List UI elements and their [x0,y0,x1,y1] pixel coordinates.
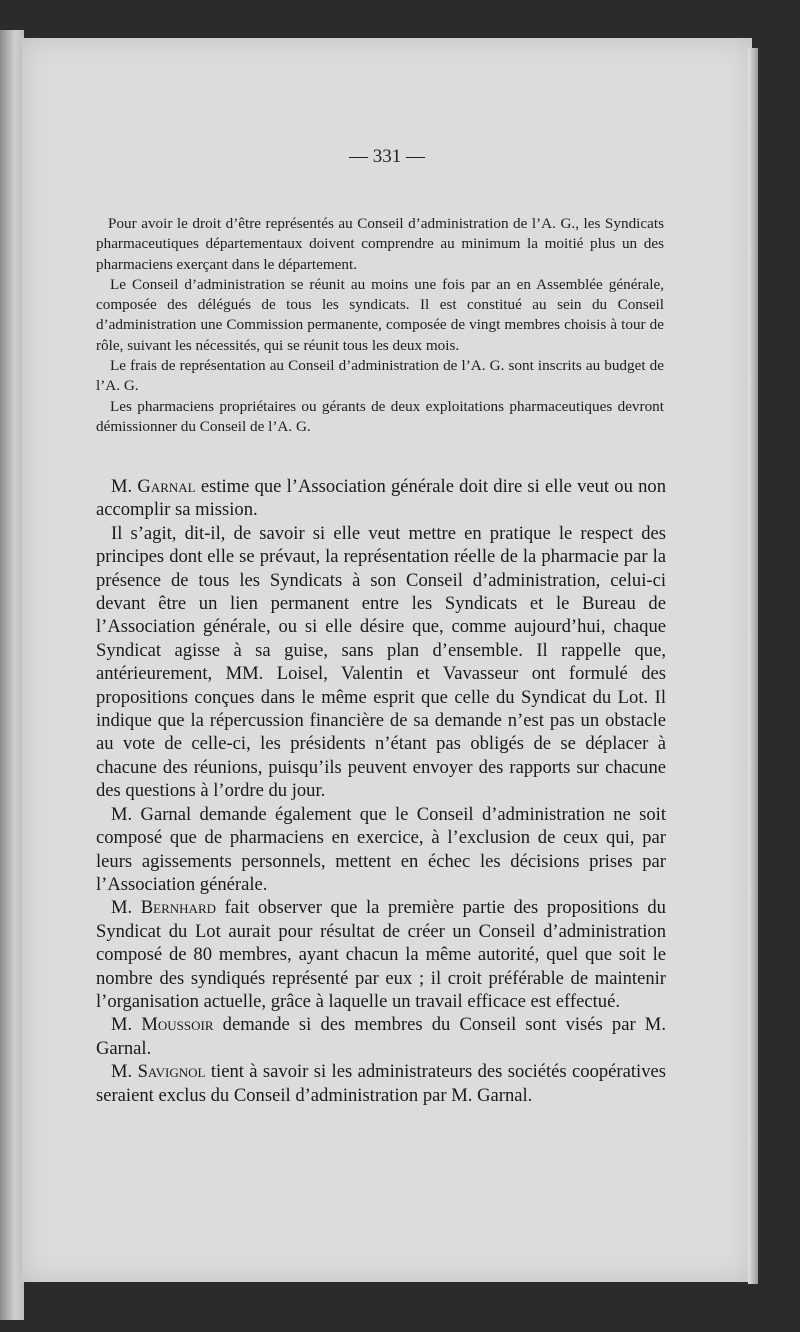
speaker-prefix: M. [111,1061,138,1083]
discussion-paragraph [96,475,666,522]
speaker-name: Moussoir [141,1014,214,1036]
paragraph-text: estime que l’Association générale doit dire si elle veut ou non accomplir sa mission. [96,476,666,521]
speaker-prefix: M. [111,476,138,497]
speaker-prefix: M. [111,897,141,919]
discussion-paragraph [96,803,666,897]
discussion-text-block [96,475,666,1107]
page-number: — 331 — [349,146,425,167]
page-edge-shadow [748,48,758,1284]
document-page [22,38,752,1282]
statute-paragraph: Le Conseil d’administration se réunit au moins une fois par an en Assemblée générale, composée des délégués de tous les syndicats. Il est constitué au sein du Conseil d’administration une Commission permanente, composée de vingt membres choisis à tour de rôle, suivant les nécessités, qui se réunit tous les deux mois. [96,275,664,354]
paragraph-text: demande si des membres du Conseil sont visés par M. Garnal. [96,1014,666,1059]
speaker-name: Garnal [137,476,196,497]
statute-text-block [96,214,664,437]
discussion-paragraph [96,1060,666,1107]
discussion-paragraph [96,896,666,1013]
paragraph-text: fait observer que la première partie des propositions du Syndicat du Lot aurait pour résultat de créer un Conseil d’administration composé de 80 membres, ayant chacun la même autorité, quel que soit le nombre des syndiqués représenté par eux ; il croit préférable de maintenir l’organisation actuelle, grâce à laquelle un travail efficace est effectué. [96,897,666,1012]
paragraph-text: M. Garnal demande également que le Conseil d’administration ne soit composé que de pharmaciens en exercice, à l’exclusion de ceux qui, par leurs agissements personnels, mettent en échec les décisions prises par l’Association générale. [96,803,666,895]
discussion-paragraph [96,522,666,803]
paragraph-text: tient à savoir si les administrateurs des sociétés coopératives seraient exclus du Conseil d’administration par M. Garnal. [96,1061,666,1106]
statute-paragraph: Les pharmaciens propriétaires ou gérants de deux exploitations pharmaceutiques devront démissionner du Conseil de l’A. G. [96,397,664,435]
discussion-paragraph [96,1013,666,1060]
speaker-name: Bernhard [140,897,217,919]
speaker-prefix: M. [111,1014,142,1036]
previous-page-edge [0,30,24,1320]
paragraph-text: Il s’agit, dit-il, de savoir si elle veut mettre en pratique le respect des principes dont elle se prévaut, la représentation réelle de la pharmacie par la présence de tous les Syndicats à son Conseil d’administration, celui-ci devant être un lien permanent entre les Syndicats et le Bureau de l’Association générale, ou si elle désire que, comme aujourd’hui, chaque Syndicat agisse à sa guise, sans plan d’ensemble. Il rappelle que, antérieurement, MM. Loisel, Valentin et Vavasseur ont formulé des propositions conçues dans le même esprit que celle du Syndicat du Lot. Il indique que la répercussion financière de sa demande n’est pas un obstacle au vote de celle-ci, les présidents n’étant pas obligés de se déplacer à chacune des réunions, puisqu’ils peuvent envoyer des rapports sur chacune des questions à l’ordre du jour. [96,522,666,802]
statute-paragraph: Pour avoir le droit d’être représentés au Conseil d’administration de l’A. G., les Syndicats pharmaceutiques départementaux doivent comprendre au minimum la moitié plus un des pharmaciens exerçant dans le département. [96,215,664,273]
statute-paragraph: Le frais de représentation au Conseil d’administration de l’A. G. sont inscrits au budget de l’A. G. [96,357,664,395]
speaker-name: Savignol [137,1061,206,1083]
